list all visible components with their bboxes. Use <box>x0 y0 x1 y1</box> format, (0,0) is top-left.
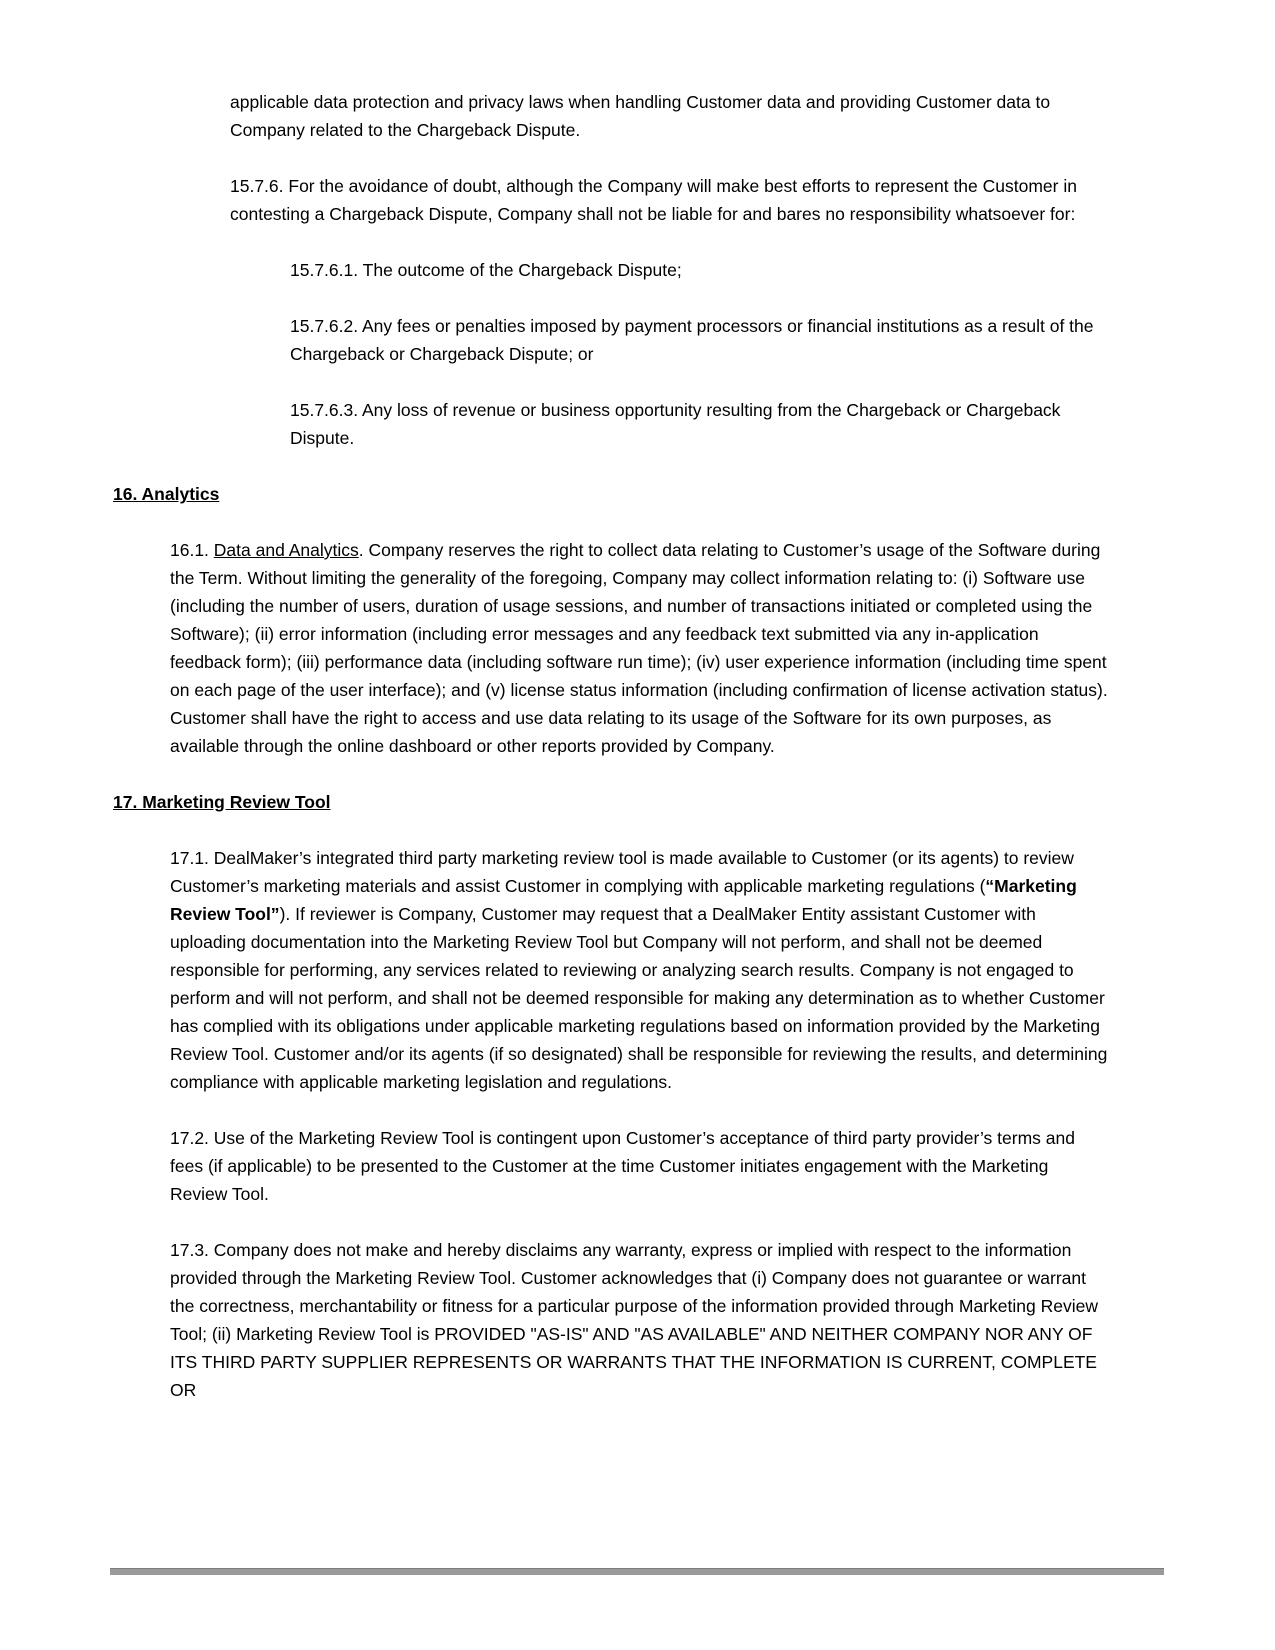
section-heading-16-text: 16. Analytics <box>113 484 220 504</box>
paragraph-15-7-6-3: 15.7.6.3. Any loss of revenue or business opportunity resulting from the Chargeback or Chargeback Dispute. <box>290 400 1061 448</box>
paragraph-17-1-body-end: ). If reviewer is Company, Customer may request that a DealMaker Entity assistant Customer with uploading documentation into the Marketing Review Tool but Company will not perform, and shall not be deemed responsible for performing, any services related to reviewing or analyzing search results. Company is not engaged to perform and will not perform, and shall not be deemed responsible for making any determination as to whether Customer has complied with its obligations under applicable marketing regulations based on information provided by the Marketing Review Tool. Customer and/or its agents (if so designated) shall be responsible for reviewing the results, and determining compliance with applicable marketing legislation and regulations. <box>170 904 1108 1092</box>
paragraph-17-1-defined-term: “Marketing Review Tool” <box>170 876 1077 924</box>
section-heading-16 <box>113 480 1113 508</box>
paragraph-16-1-body: . Company reserves the right to collect data relating to Customer’s usage of the Software during the Term. Without limiting the generality of the foregoing, Company may collect information relating to: (i) Software use (including the number of users, duration of usage sessions, and number of transactions initiated or completed using the Software); (ii) error information (including error messages and any feedback text submitted via any in-application feedback form); (iii) performance data (including software run time); (iv) user experience information (including time spent on each page of the user interface); and (v) license status information (including confirmation of license activation status). Customer shall have the right to access and use data relating to its usage of the Software for its own purposes, as available through the online dashboard or other reports provided by Company. <box>170 540 1108 756</box>
paragraph-16-1-defined-term: Data and Analytics <box>213 540 359 560</box>
section-heading-17 <box>113 788 1113 816</box>
paragraph-17-1 <box>170 844 1110 1096</box>
paragraph-17-1-body-start: 17.1. DealMaker’s integrated third party marketing review tool is made available to Customer (or its agents) to review Customer’s marketing materials and assist Customer in complying with applicable marketing regulations ( <box>170 848 1074 896</box>
paragraph-15-7-6-1: 15.7.6.1. The outcome of the Chargeback Dispute; <box>290 260 682 280</box>
paragraph-16-1-number: 16.1. <box>170 540 214 560</box>
paragraph-17-2: 17.2. Use of the Marketing Review Tool is contingent upon Customer’s acceptance of third party provider’s terms and fees (if applicable) to be presented to the Customer at the time Customer initiates engagement with the Marketing Review Tool. <box>170 1128 1075 1204</box>
paragraph-15-7-6-2: 15.7.6.2. Any fees or penalties imposed by payment processors or financial institutions as a result of the Chargeback or Chargeback Dispute; or <box>290 316 1094 364</box>
paragraph-16-1 <box>170 536 1110 760</box>
paragraph-15-7-6: 15.7.6. For the avoidance of doubt, although the Company will make best efforts to represent the Customer in contesting a Chargeback Dispute, Company shall not be liable for and bares no responsibility whatsoever for: <box>230 176 1077 224</box>
paragraph-17-3: 17.3. Company does not make and hereby disclaims any warranty, express or implied with respect to the information provided through the Marketing Review Tool. Customer acknowledges that (i) Company does not guarantee or warrant the correctness, merchantability or fitness for a particular purpose of the information provided through Marketing Review Tool; (ii) Marketing Review Tool is PROVIDED "AS-IS" AND "AS AVAILABLE" AND NEITHER COMPANY NOR ANY OF ITS THIRD PARTY SUPPLIER REPRESENTS OR WARRANTS THAT THE INFORMATION IS CURRENT, COMPLETE OR <box>170 1240 1098 1400</box>
paragraph-15-7-5-continuation: applicable data protection and privacy laws when handling Customer data and providing Customer data to Company related to the Chargeback Dispute. <box>230 92 1051 140</box>
section-heading-17-text: 17. Marketing Review Tool <box>113 792 331 812</box>
footer-divider <box>110 1568 1164 1575</box>
document-content <box>113 88 1113 1432</box>
